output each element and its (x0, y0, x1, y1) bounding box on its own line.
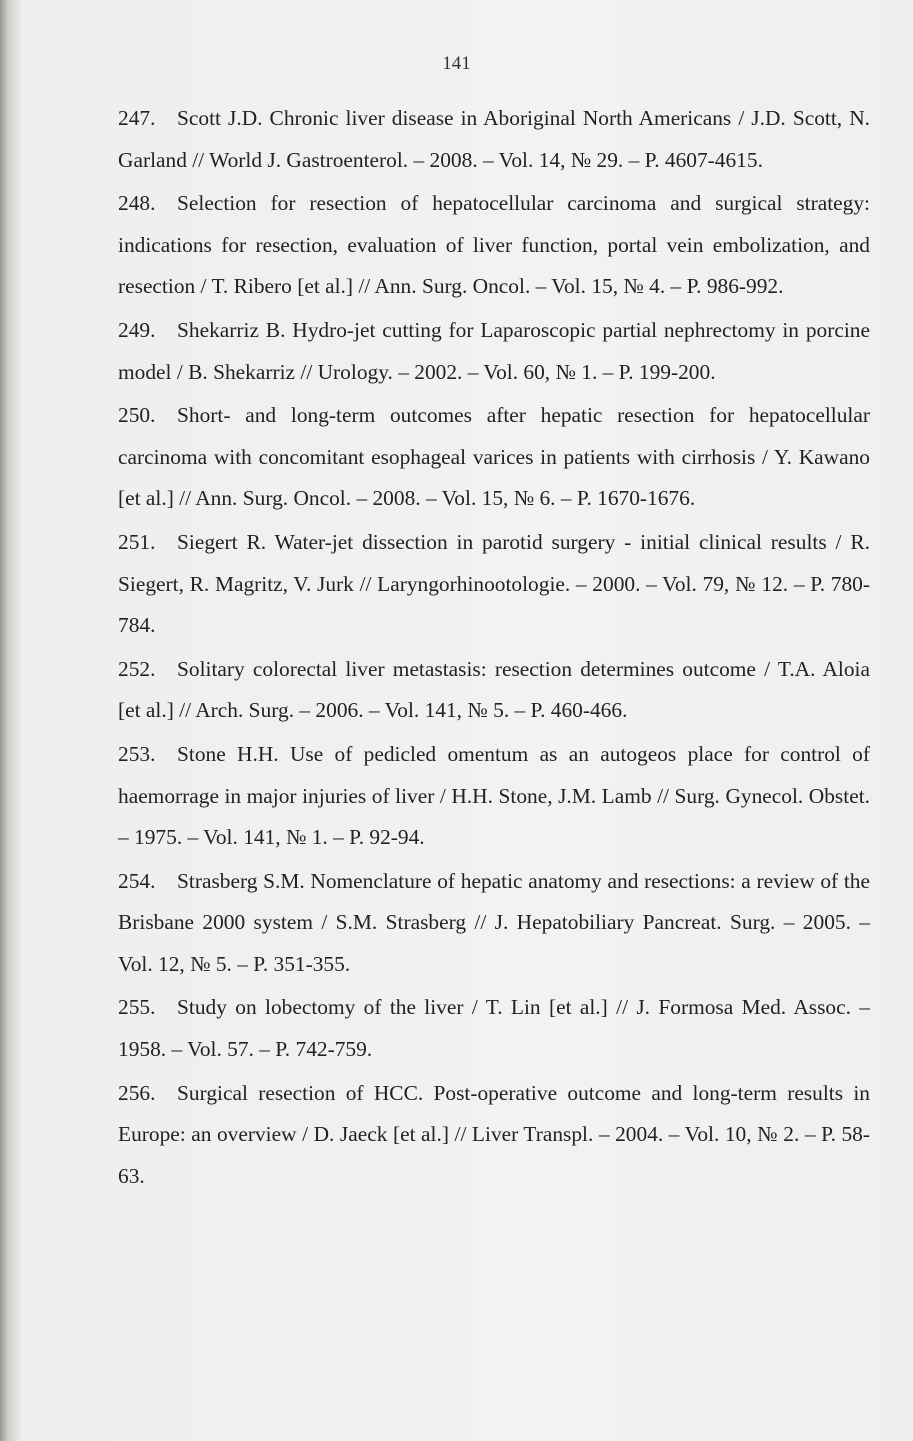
reference-item-252 (118, 649, 870, 732)
reference-number: 256. (118, 1080, 156, 1105)
reference-text: Short- and long-term outcomes after hepatic resection for hepatocellular carcinoma with concomitant esophageal varices in patients with cirrhosis / Y. Kawano [et al.] // Ann. Surg. Oncol. – 2008. – Vol. 15, № 6. – P. 1670-1676. (118, 403, 870, 511)
reference-item-250 (118, 395, 870, 520)
reference-list (118, 98, 870, 1199)
reference-number: 254. (118, 868, 156, 893)
reference-item-256 (118, 1073, 870, 1198)
reference-number: 253. (118, 741, 156, 766)
reference-item-253 (118, 734, 870, 859)
reference-number: 252. (118, 656, 156, 681)
reference-item-254 (118, 861, 870, 986)
reference-text: Study on lobectomy of the liver / T. Lin [et al.] // J. Formosa Med. Assoc. – 1958. – Vol. 57. – P. 742-759. (118, 995, 870, 1062)
reference-text: Selection for resection of hepatocellular carcinoma and surgical strategy: indications for resection, evaluation of liver function, portal vein embolization, and resection / T. Ribero [et al.] // Ann. Surg. Oncol. – Vol. 15, № 4. – P. 986-992. (118, 191, 870, 299)
reference-text: Stone H.H. Use of pedicled omentum as an autogeos place for control of haemorrage in major injuries of liver / H.H. Stone, J.M. Lamb // Surg. Gynecol. Obstet. – 1975. – Vol. 141, № 1. – P. 92-94. (118, 741, 870, 850)
reference-number: 249. (118, 317, 156, 342)
reference-number: 255. (118, 995, 156, 1020)
reference-text: Solitary colorectal liver metastasis: resection determines outcome / T.A. Aloia [et al.] // Arch. Surg. – 2006. – Vol. 141, № 5. – P. 460-466. (118, 656, 870, 723)
reference-item-247 (118, 98, 870, 181)
reference-item-249 (118, 310, 870, 393)
reference-text: Scott J.D. Chronic liver disease in Aboriginal North Americans / J.D. Scott, N. Garland // World J. Gastroenterol. – 2008. – Vol. 14, № 29. – P. 4607-4615. (118, 106, 870, 172)
reference-item-255 (118, 987, 870, 1070)
reference-text: Strasberg S.M. Nomenclature of hepatic anatomy and resections: a review of the Brisbane 2000 system / S.M. Strasberg // J. Hepatobiliary Pancreat. Surg. – 2005. – Vol. 12, № 5. – P. 351-355. (118, 868, 870, 976)
reference-text: Surgical resection of HCC. Post-operative outcome and long-term results in Europe: an overview / D. Jaeck [et al.] // Liver Transpl. – 2004. – Vol. 10, № 2. – P. 58-63. (118, 1080, 870, 1188)
reference-number: 247. (118, 106, 156, 130)
page-number: 141 (442, 53, 471, 74)
reference-text: Shekarriz B. Hydro-jet cutting for Laparoscopic partial nephrectomy in porcine model / B. Shekarriz // Urology. – 2002. – Vol. 60, № 1. – P. 199-200. (118, 317, 870, 384)
reference-number: 250. (118, 403, 156, 428)
reference-item-248 (118, 183, 870, 308)
reference-number: 248. (118, 191, 156, 216)
reference-text: Siegert R. Water-jet dissection in parotid surgery - initial clinical results / R. Siegert, R. Magritz, V. Jurk // Laryngorhinootologie. – 2000. – Vol. 79, № 12. – P. 780-784. (118, 529, 870, 638)
reference-number: 251. (118, 529, 156, 554)
reference-item-251 (118, 522, 870, 647)
